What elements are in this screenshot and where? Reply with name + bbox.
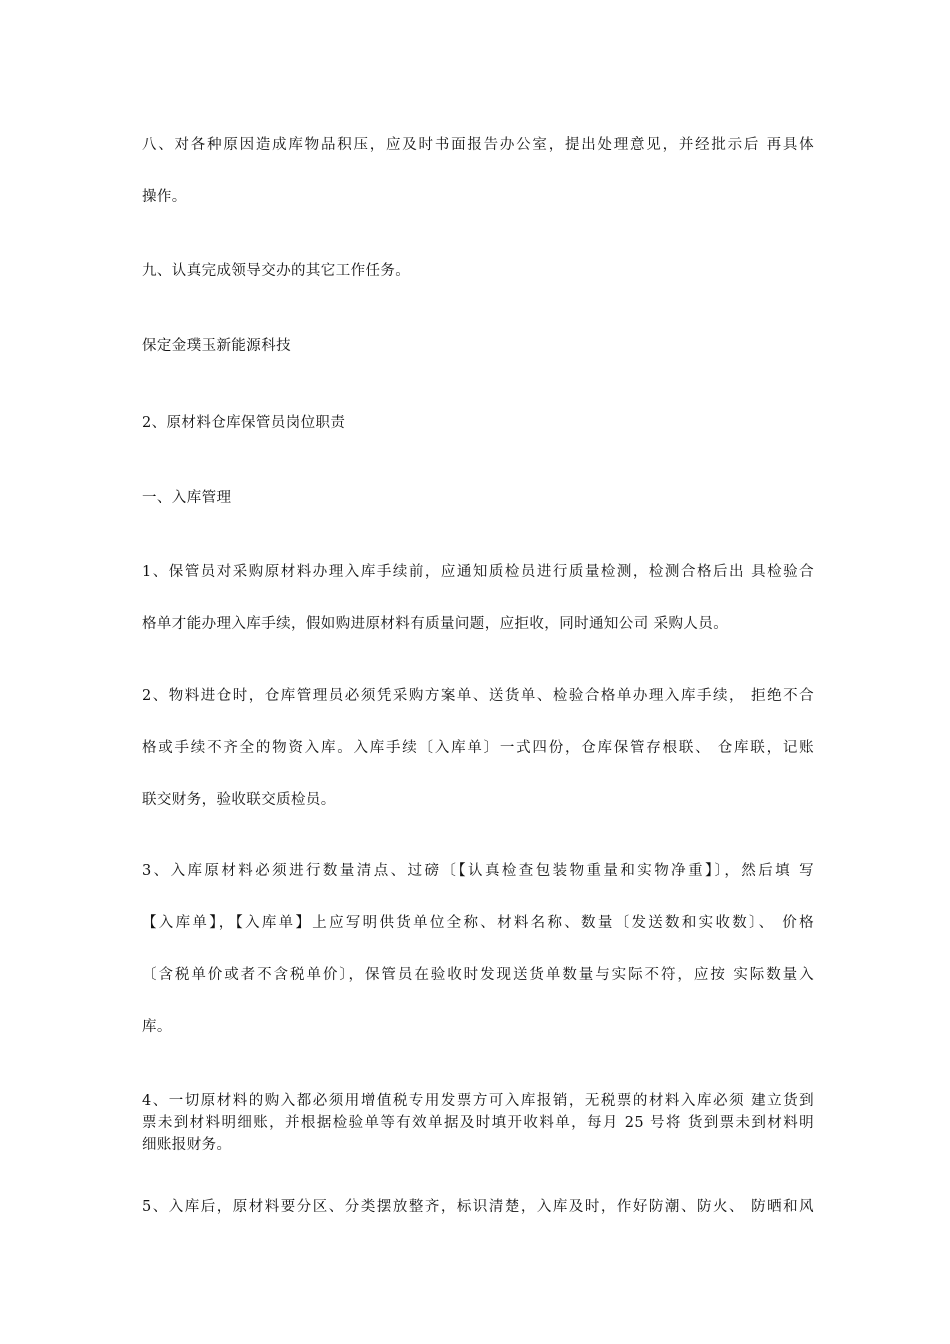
text-line: 联交财务，验收联交质检员。 xyxy=(142,792,336,808)
text-line: 操作。 xyxy=(142,189,187,205)
company-name xyxy=(142,320,814,372)
text-line: 〔含税单价或者不含税单价〕，保管员在验收时发现送货单数量与实际不符，应按 实际数量入 xyxy=(142,967,814,983)
text-line: 保定金璞玉新能源科技 xyxy=(142,338,291,354)
text-line: 九、认真完成领导交办的其它工作任务。 xyxy=(142,263,411,279)
text-line: 2、原材料仓库保管员岗位职责 xyxy=(142,415,346,431)
text-line: 八、对各种原因造成库物品积压，应及时书面报告办公室，提出处理意见，并经批示后 再具体 xyxy=(142,137,814,153)
section-title xyxy=(142,397,814,449)
item-two xyxy=(142,670,814,826)
text-line: 一、入库管理 xyxy=(142,490,232,506)
item-three xyxy=(142,845,814,1053)
text-line: 【入库单】，【入库单】上应写明供货单位全称、材料名称、数量〔发送数和实收数〕、 价格 xyxy=(142,915,814,931)
section-heading-inbound xyxy=(142,472,814,524)
text-line: 细账报财务。 xyxy=(142,1137,232,1153)
text-line: 格单才能办理入库手续，假如购进原材料有质量问题，应拒收，同时通知公司 采购人员。 xyxy=(142,616,729,632)
item-one xyxy=(142,546,814,650)
text-line: 5、入库后，原材料要分区、分类摆放整齐，标识清楚，入库及时，作好防潮、防火、 防晒和风 xyxy=(142,1199,814,1215)
text-line: 票未到材料明细账，并根据检验单等有效单据及时填开收料单，每月 25 号将 货到票未到材料明 xyxy=(142,1115,814,1131)
text-line: 4、一切原材料的购入都必须用增值税专用发票方可入库报销，无税票的材料入库必须 建立货到 xyxy=(142,1093,814,1109)
text-line: 1、保管员对采购原材料办理入库手续前，应通知质检员进行质量检测，检测合格后出 具检验合 xyxy=(142,564,814,580)
text-line: 2、物料进仓时，仓库管理员必须凭采购方案单、送货单、检验合格单办理入库手续， 拒绝不合 xyxy=(142,688,814,704)
text-line: 库。 xyxy=(142,1019,172,1035)
item-five xyxy=(142,1181,814,1233)
text-line: 格或手续不齐全的物资入库。入库手续〔入库单〕一式四份，仓库保管存根联、 仓库联，记账 xyxy=(142,740,814,756)
paragraph-eight xyxy=(142,119,814,223)
text-line: 3、入库原材料必须进行数量清点、过磅〔【认真检查包装物重量和实物净重】〕，然后填 写 xyxy=(142,863,814,879)
item-four xyxy=(142,1090,814,1156)
paragraph-nine xyxy=(142,245,814,297)
